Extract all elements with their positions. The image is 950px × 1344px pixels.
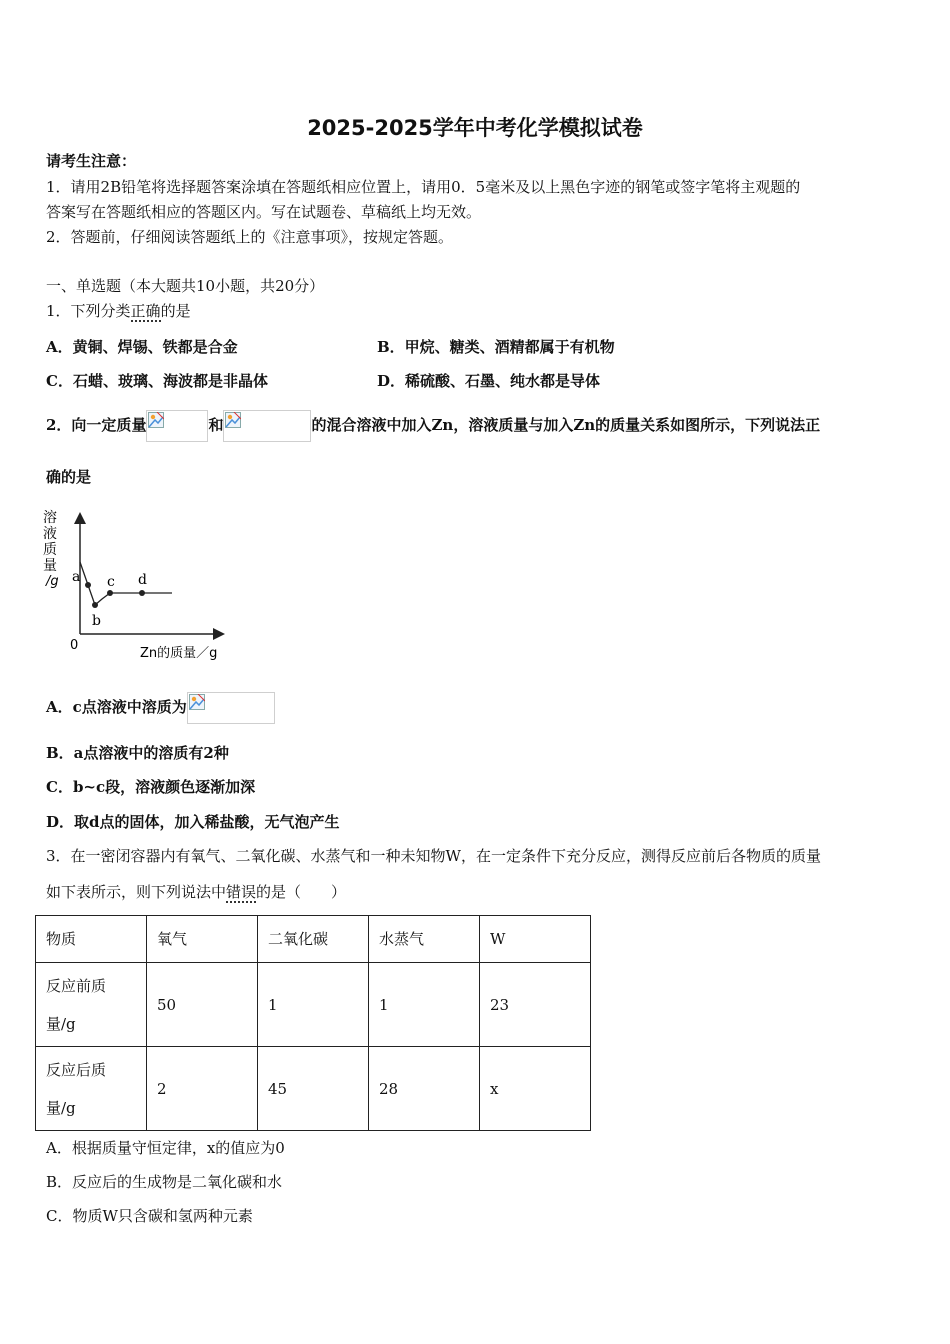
q1-option-a: A．黄铜、焊锡、铁都是合金 bbox=[46, 338, 238, 356]
point-a bbox=[85, 582, 91, 588]
q2-stem-continued: 确的是 bbox=[46, 468, 92, 486]
table-header-cell: 二氧化碳 bbox=[258, 916, 369, 963]
y-axis-label-char-4: 量 bbox=[43, 558, 57, 574]
q2-option-a-text: A．c点溶液中溶质为 bbox=[46, 698, 187, 716]
q3-stem-start: 如下表所示，则下列说法中 bbox=[46, 883, 227, 901]
formula-image-1 bbox=[146, 410, 208, 442]
point-b-label: b bbox=[92, 613, 101, 629]
x-axis-label: Zn的质量／g bbox=[140, 646, 218, 661]
row-label-line-1: 反应后质 bbox=[46, 1060, 107, 1079]
y-axis-label-char-3: 质 bbox=[43, 542, 57, 558]
broken-image-icon bbox=[189, 694, 205, 710]
table-row-label bbox=[36, 963, 147, 1047]
notice-item-2: 2．答题前，仔细阅读答题纸上的《注意事项》，按规定答题。 bbox=[46, 228, 454, 246]
table-row bbox=[36, 1047, 591, 1131]
table-header-cell: W bbox=[480, 916, 591, 963]
table-header-cell: 水蒸气 bbox=[369, 916, 480, 963]
curve-line bbox=[80, 562, 172, 605]
q2-stem-and: 和 bbox=[208, 416, 224, 434]
notice-item-1-line-1: 1．请用2B铅笔将选择题答案涂填在答题纸相应位置上，请用0．5毫米及以上黑色字迹的钢笔或签字笔将主观题的 bbox=[46, 178, 801, 196]
point-c-label: c bbox=[107, 574, 115, 590]
mass-graph bbox=[40, 505, 240, 670]
q3-stem-line-1: 3．在一密闭容器内有氧气、二氧化碳、水蒸气和一种未知物W，在一定条件下充分反应，测得反应前后各物质的质量 bbox=[46, 847, 821, 865]
q2-option-a bbox=[46, 690, 275, 724]
q1-stem-emphasis: 正确 bbox=[130, 302, 161, 320]
section-heading: 一、单选题（本大题共10小题，共20分） bbox=[46, 277, 325, 295]
q3-option-b: B．反应后的生成物是二氧化碳和水 bbox=[46, 1173, 283, 1191]
q2-stem-start: 2．向一定质量 bbox=[46, 416, 147, 434]
notice-heading: 请考生注意： bbox=[46, 152, 137, 170]
point-d-label: d bbox=[138, 572, 147, 588]
table-cell: x bbox=[480, 1047, 591, 1131]
point-d bbox=[139, 590, 145, 596]
q1-option-d: D．稀硫酸、石墨、纯水都是导体 bbox=[377, 372, 601, 390]
row-label-line-1: 反应前质 bbox=[46, 976, 107, 995]
row-label-line-2: 量/g bbox=[46, 1098, 76, 1117]
table-cell: 50 bbox=[147, 963, 258, 1047]
q2-stem bbox=[46, 408, 820, 442]
table-cell: 23 bbox=[480, 963, 591, 1047]
q2-stem-rest: 的混合溶液中加入Zn，溶液质量与加入Zn的质量关系如图所示，下列说法正 bbox=[311, 416, 821, 434]
table-row bbox=[36, 963, 591, 1047]
q1-option-b: B．甲烷、糖类、酒精都属于有机物 bbox=[377, 338, 615, 356]
q1-stem-start: 1．下列分类 bbox=[46, 302, 131, 320]
table-cell: 45 bbox=[258, 1047, 369, 1131]
notice-item-1-line-2: 答案写在答题纸相应的答题区内。写在试题卷、草稿纸上均无效。 bbox=[46, 203, 482, 221]
table-header-cell: 氧气 bbox=[147, 916, 258, 963]
q1-option-c: C．石蜡、玻璃、海波都是非晶体 bbox=[46, 372, 268, 390]
table-row-label bbox=[36, 1047, 147, 1131]
point-a-label: a bbox=[72, 569, 81, 585]
q1-stem bbox=[46, 301, 191, 321]
q2-option-b: B．a点溶液中的溶质有2种 bbox=[46, 744, 229, 762]
broken-image-icon bbox=[148, 412, 164, 428]
mass-table bbox=[35, 915, 591, 1131]
broken-image-icon bbox=[225, 412, 241, 428]
q1-stem-end: 的是 bbox=[160, 302, 191, 320]
table-header-row bbox=[36, 916, 591, 963]
q3-option-a: A．根据质量守恒定律，x的值应为0 bbox=[46, 1139, 285, 1157]
table-cell: 1 bbox=[258, 963, 369, 1047]
point-c bbox=[107, 590, 113, 596]
y-axis-unit: /g bbox=[46, 574, 59, 589]
origin-label: 0 bbox=[70, 638, 79, 653]
q3-stem-end: 的是（ ） bbox=[256, 883, 347, 901]
q3-option-c: C．物质W只含碳和氢两种元素 bbox=[46, 1207, 253, 1225]
table-cell: 28 bbox=[369, 1047, 480, 1131]
q3-stem-line-2 bbox=[46, 882, 346, 902]
table-cell: 2 bbox=[147, 1047, 258, 1131]
y-axis-label-char-1: 溶 bbox=[43, 510, 57, 526]
formula-image-3 bbox=[187, 692, 275, 724]
point-b bbox=[92, 602, 98, 608]
row-label-line-2: 量/g bbox=[46, 1014, 76, 1033]
y-axis-label-char-2: 液 bbox=[43, 526, 57, 542]
q3-stem-emphasis: 错误 bbox=[226, 883, 257, 901]
page-title: 2025-2025学年中考化学模拟试卷 bbox=[307, 116, 643, 140]
table-cell: 1 bbox=[369, 963, 480, 1047]
formula-image-2 bbox=[223, 410, 311, 442]
q2-option-d: D．取d点的固体，加入稀盐酸，无气泡产生 bbox=[46, 813, 340, 831]
q2-option-c: C．b~c段，溶液颜色逐渐加深 bbox=[46, 778, 256, 796]
table-header-cell: 物质 bbox=[36, 916, 147, 963]
